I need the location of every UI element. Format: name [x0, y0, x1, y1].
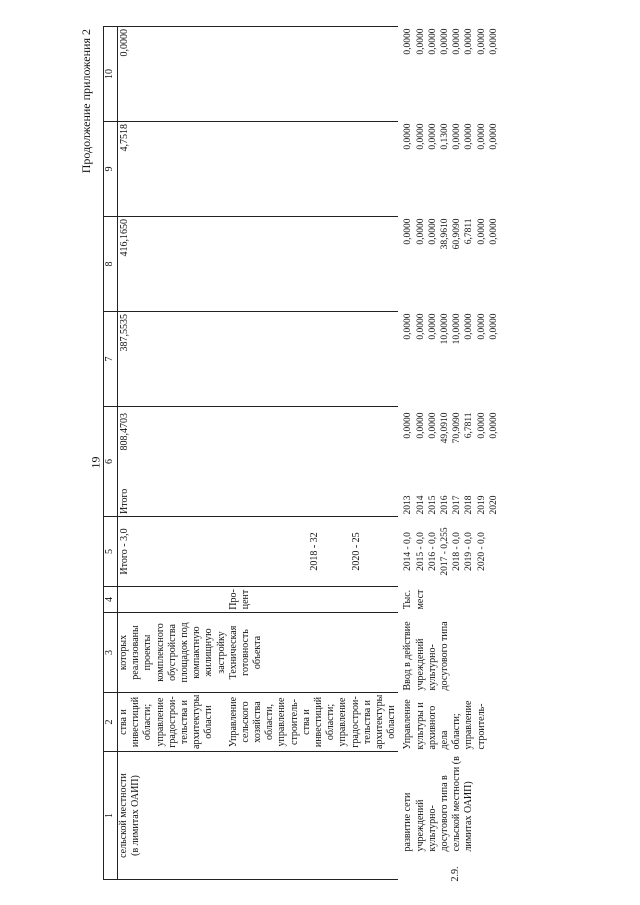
column-number-6: 6 — [104, 407, 118, 517]
page-number: 19 — [88, 456, 103, 469]
column-number-10: 10 — [104, 27, 118, 122]
row2-col7: 0,0000 0,0000 0,0000 10,0000 10,0000 0,0000 0,0000 0,0000 — [403, 313, 499, 345]
year-list: 2013 2014 2015 2016 2017 2018 2019 2020 — [403, 495, 499, 515]
row2-col1: 2.9. развитие сети учреждений культурно- досугового типа в сельской местности (в лимитах ОАИП) — [402, 756, 475, 882]
program-table — [103, 26, 500, 880]
row2-col9: 0,0000 0,0000 0,0000 0,1300 0,0000 0,0000 0,0000 0,0000 — [403, 123, 499, 150]
column-number-3: 3 — [104, 613, 118, 693]
row1-col2: ства и инвестиций области; управление градострои- тельства и архитектуры области Управление сельского хозяйства области, управление строитель- ства и инвестиций области; управление градострои- тельства и архитектуры области — [118, 693, 399, 752]
row1-col9: 4,7518 — [118, 122, 399, 217]
row2-col5: 2014 - 0,0 2015 - 0,0 2016 - 0,0 2017 - 0,255 2018 - 0,0 2019 - 0,0 2020 - 0,0 — [403, 527, 487, 576]
row1-col4: Про- цент — [118, 587, 399, 613]
rotated-page — [75, 25, 600, 890]
column-number-9: 9 — [104, 122, 118, 217]
row1-col5: Итого - 3,0 2018 - 32 2020 - 25 — [118, 517, 399, 587]
row2-col6 — [398, 407, 500, 517]
item-number: 2.9. — [450, 866, 462, 882]
row1-col1: сельской местности (в лимитах ОАИП) — [118, 752, 399, 880]
table-row — [398, 27, 500, 880]
row2-col10: 0,0000 0,0000 0,0000 0,0000 0,0000 0,0000 0,0000 0,0000 — [403, 28, 499, 55]
column-number-7: 7 — [104, 312, 118, 407]
row2-col2: Управление культуры и архивного дела области; управление строитель- — [402, 699, 487, 750]
column-number-5: 5 — [104, 517, 118, 587]
row2-col4: Тыс. мест — [402, 589, 426, 610]
row1-col7: 387,5535 — [118, 312, 399, 407]
row1-col6 — [118, 407, 399, 517]
row2-col3: Ввод в действие учреждений культурно- досугового типа — [402, 621, 451, 691]
total-label: Итого — [119, 488, 130, 514]
column-number-1: 1 — [104, 752, 118, 880]
row2-col8: 0,0000 0,0000 0,0000 38,9610 60,9090 6,7811 0,0000 0,0000 — [403, 218, 499, 250]
column-number-row — [104, 27, 118, 880]
total-value: 808,4703 — [119, 413, 130, 451]
row1-col10: 0,0000 — [118, 27, 399, 122]
col6-values: 0,0000 0,0000 0,0000 49,0910 70,9090 6,7811 0,0000 0,0000 — [403, 412, 499, 444]
row1-col3: которых реализованы проекты комплексного обустройства площадок под компактную жилищную застройку Техническая готовность объекта — [118, 613, 399, 693]
appendix-caption: Продолжение приложения 2 — [79, 29, 93, 174]
column-number-4: 4 — [104, 587, 118, 613]
table-row — [118, 27, 399, 880]
column-number-8: 8 — [104, 217, 118, 312]
row1-col8: 416,1650 — [118, 217, 399, 312]
column-number-2: 2 — [104, 693, 118, 752]
